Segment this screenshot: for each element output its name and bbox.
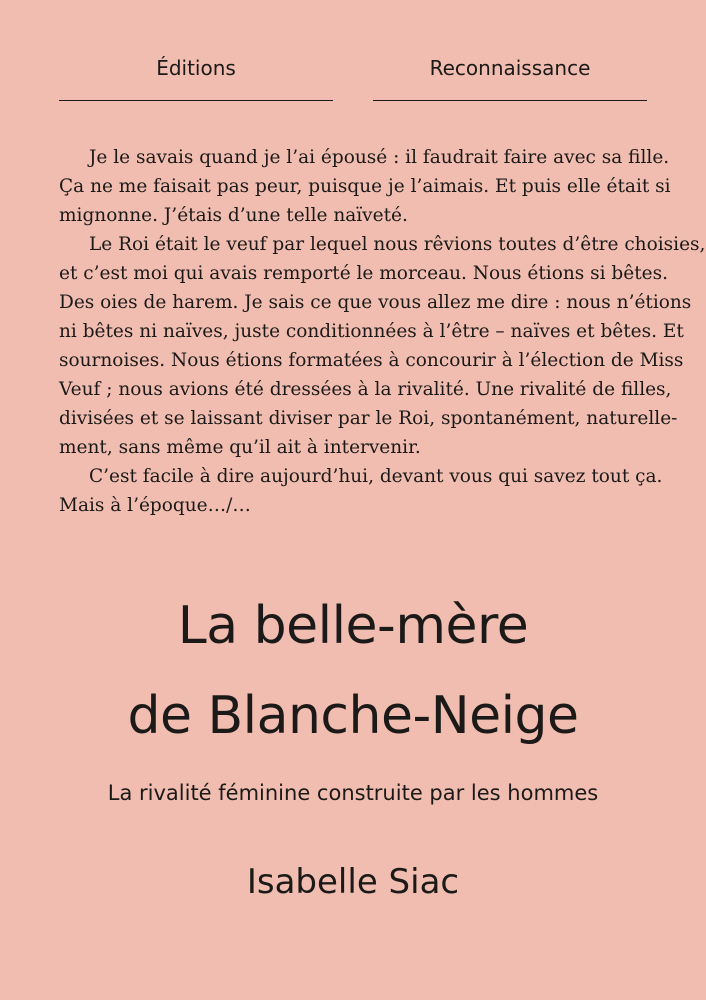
excerpt-line: Je le savais quand je l’ai épousé : il faudrait faire avec sa fille. bbox=[89, 147, 670, 168]
publisher-left: Éditions bbox=[59, 56, 333, 101]
excerpt-line: sournoises. Nous étions formatées à concourir à l’élection de Miss bbox=[59, 350, 684, 371]
publisher-right: Reconnaissance bbox=[373, 56, 647, 101]
excerpt-line: mignonne. J’étais d’une telle naïveté. bbox=[59, 205, 408, 226]
title-line-1: La belle-mère bbox=[177, 596, 529, 656]
excerpt-line: Mais à l’époque…/… bbox=[59, 495, 251, 516]
excerpt-line: divisées et se laissant diviser par le Roi, spontanément, naturelle- bbox=[59, 408, 678, 429]
excerpt-line: Veuf ; nous avions été dressées à la rivalité. Une rivalité de filles, bbox=[59, 379, 672, 400]
excerpt-line: C’est facile à dire aujourd’hui, devant vous qui savez tout ça. bbox=[89, 466, 663, 487]
subtitle: La rivalité féminine construite par les hommes bbox=[107, 781, 599, 805]
excerpt-text bbox=[59, 143, 706, 520]
excerpt-line: Le Roi était le veuf par lequel nous rêvions toutes d’être choisies, bbox=[89, 234, 706, 255]
title-line-2: de Blanche-Neige bbox=[127, 686, 579, 746]
excerpt-line: et c’est moi qui avais remporté le morceau. Nous étions si bêtes. bbox=[59, 263, 668, 284]
excerpt-line: ni bêtes ni naïves, juste conditionnées à l’être – naïves et bêtes. Et bbox=[59, 321, 684, 342]
author-name: Isabelle Siac bbox=[246, 862, 460, 902]
excerpt-line: Des oies de harem. Je sais ce que vous allez me dire : nous n’étions bbox=[59, 292, 692, 313]
excerpt-line: ment, sans même qu’il ait à intervenir. bbox=[59, 437, 421, 458]
excerpt-line: Ça ne me faisait pas peur, puisque je l’aimais. Et puis elle était si bbox=[59, 176, 671, 197]
